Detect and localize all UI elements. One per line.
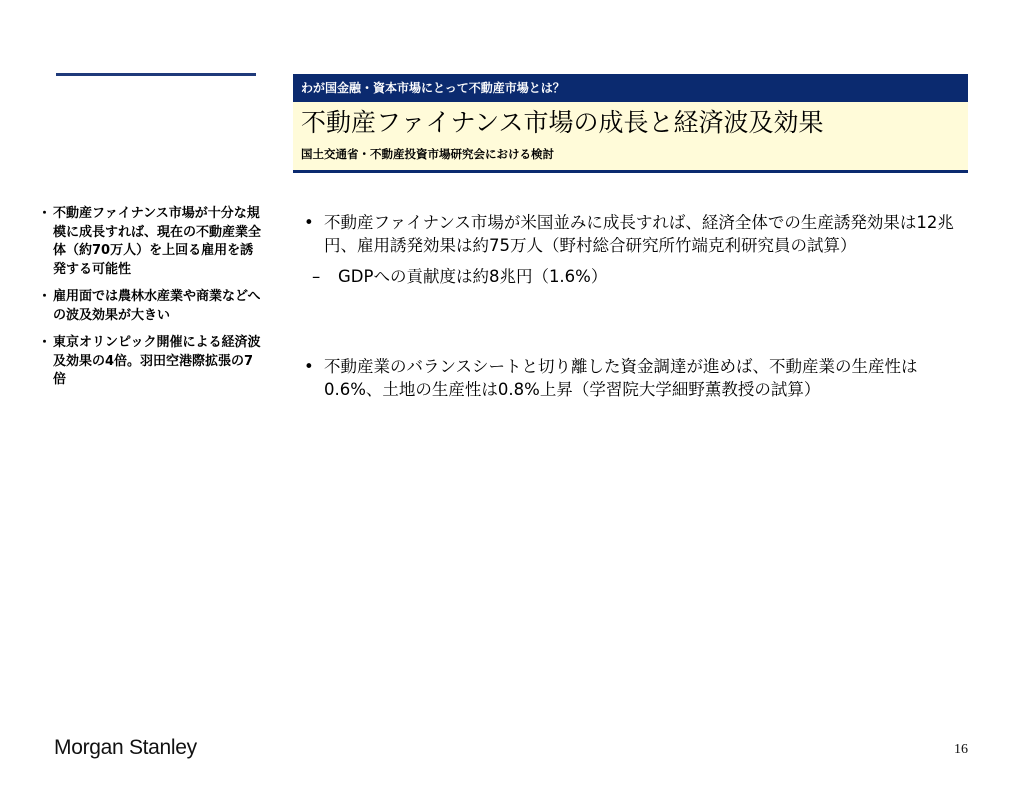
bullet-icon: ・ (38, 335, 52, 350)
sidebar-note-text: 不動産ファイナンス市場が十分な規模に成長すれば、現在の不動産業全体（約70万人）を上回る雇用を誘発する可能性 (53, 206, 262, 277)
main-sub-item (300, 265, 968, 288)
section-label-bar (293, 74, 968, 102)
section-label: わが国金融・資本市場にとって不動産市場とは？ (301, 81, 565, 95)
sidebar-note-text: 東京オリンピック開催による経済波及効果の4倍。羽田空港際拡張の7倍 (53, 335, 261, 387)
left-top-rule (56, 73, 256, 76)
bullet-icon: ・ (38, 289, 52, 304)
bullet-icon: • (304, 213, 314, 232)
title-box (293, 102, 968, 170)
sidebar-notes (38, 205, 263, 399)
bullet-icon: ・ (38, 206, 52, 221)
main-sub-text: GDPへの貢献度は約8兆円（1.6%） (338, 267, 608, 286)
page-title: 不動産ファイナンス市場の成長と経済波及効果 (301, 108, 824, 137)
main-bullet-item (300, 355, 968, 401)
sidebar-note (38, 334, 263, 390)
main-content (300, 211, 968, 401)
bullet-icon: • (304, 357, 314, 376)
sidebar-note (38, 205, 263, 279)
dash-icon: – (312, 267, 321, 286)
page-subtitle: 国土交通省・不動産投資市場研究会における検討 (301, 147, 554, 161)
title-bottom-rule (293, 170, 968, 173)
company-logo: Morgan Stanley (54, 736, 197, 759)
main-bullet-text: 不動産業のバランスシートと切り離した資金調達が進めば、不動産業の生産性は0.6%、土地の生産性は0.8%上昇（学習院大学細野薫教授の試算） (324, 357, 918, 399)
page-number: 16 (954, 742, 968, 757)
main-bullet-text: 不動産ファイナンス市場が米国並みに成長すれば、経済全体での生産誘発効果は12兆円、雇用誘発効果は約75万人（野村総合研究所竹端克利研究員の試算） (324, 213, 954, 255)
main-bullet-item (300, 211, 968, 257)
sidebar-note (38, 288, 263, 325)
sidebar-note-text: 雇用面では農林水産業や商業などへの波及効果が大きい (53, 289, 261, 323)
